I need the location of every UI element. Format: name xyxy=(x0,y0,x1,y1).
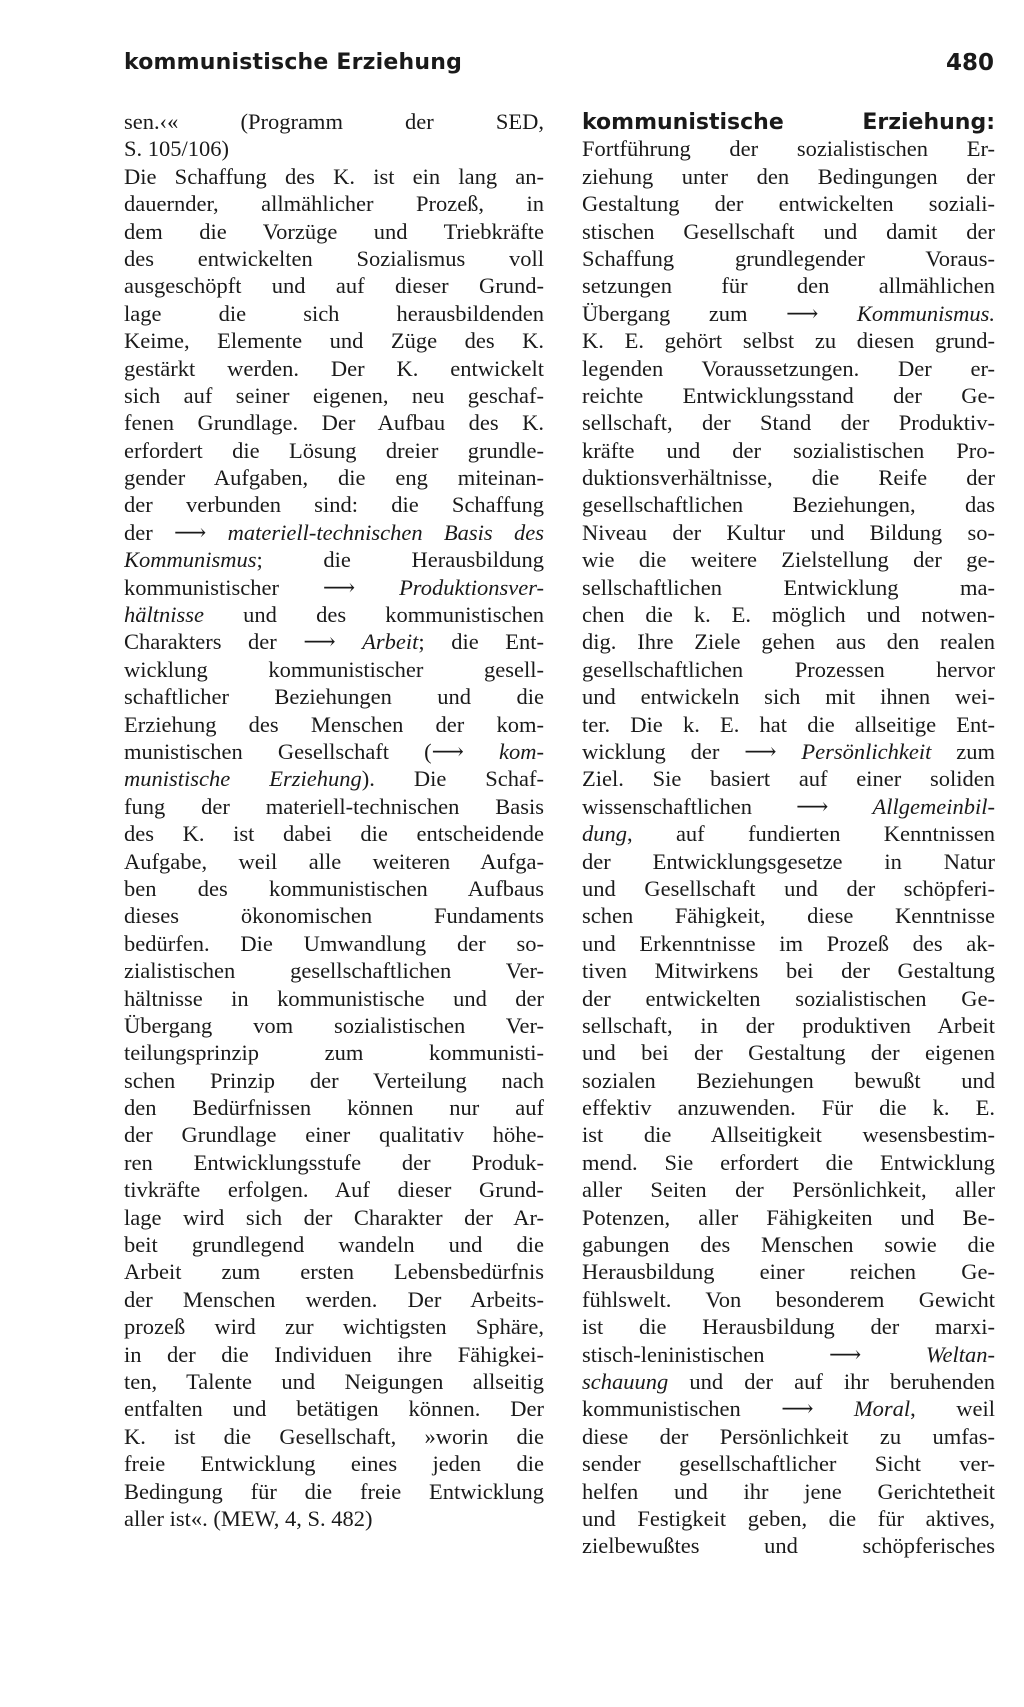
text-segment: der ⟶ xyxy=(124,519,228,545)
text-line: duktionsverhältnisse, die Reife der xyxy=(582,465,995,491)
text-line: und Festigkeit geben, die für aktives, xyxy=(582,1505,995,1531)
text-line: ist die Herausbildung der marxi- xyxy=(582,1314,995,1340)
text-line xyxy=(582,1368,995,1395)
text-line: sich auf seiner eigenen, neu geschaf- xyxy=(124,382,544,408)
text-line: Erziehung des Menschen der kom- xyxy=(124,711,544,737)
text-segment: munistischen Gesellschaft (⟶ xyxy=(124,738,500,764)
text-line: schaftlicher Beziehungen und die xyxy=(124,684,544,710)
text-line: den Bedürfnissen können nur auf xyxy=(124,1095,544,1121)
cross-reference: kom- xyxy=(499,738,544,764)
text-line: und bei der Gestaltung der eigenen xyxy=(582,1040,995,1066)
text-line: tivkräfte erfolgen. Auf dieser Grund- xyxy=(124,1177,544,1203)
text-line xyxy=(582,1395,995,1422)
text-line: ausgeschöpft und auf dieser Grund- xyxy=(124,273,544,299)
text-line: Niveau der Kultur und Bildung so- xyxy=(582,519,995,545)
text-line xyxy=(582,108,995,135)
text-line: S. 105/106) xyxy=(124,136,230,162)
text-line: ten, Talente und Neigungen allseitig xyxy=(124,1368,544,1394)
text-line: und entwickeln sich mit ihnen wei- xyxy=(582,684,995,710)
text-line: Schaffung grundlegender Voraus- xyxy=(582,245,995,271)
page-header xyxy=(124,50,994,86)
text-line: Fortführung der sozialistischen Er- xyxy=(582,136,995,162)
text-line: sellschaft, in der produktiven Arbeit xyxy=(582,1012,995,1038)
text-line: Gestaltung der entwickelten soziali- xyxy=(582,191,995,217)
text-line: beit grundlegend wandeln und die xyxy=(124,1232,544,1258)
page-number: 480 xyxy=(945,50,994,76)
text-line: der Grundlage einer qualitativ höhe- xyxy=(124,1122,544,1148)
text-line: wicklung kommunistischer gesell- xyxy=(124,656,544,682)
text-segment: kommunistischen ⟶ xyxy=(582,1396,854,1422)
cross-reference: Allgemeinbil- xyxy=(872,793,995,819)
text-line: dig. Ihre Ziele gehen aus den realen xyxy=(582,629,995,655)
text-segment: ; die Herausbildung xyxy=(256,547,544,573)
text-line: zialistischen gesellschaftlichen Ver- xyxy=(124,958,544,984)
text-segment: und des kommunistischen xyxy=(204,602,544,628)
text-line xyxy=(124,519,544,546)
text-line: effektiv anzuwenden. Für die k. E. xyxy=(582,1095,995,1121)
text-segment: wissenschaftlichen ⟶ xyxy=(582,793,873,819)
text-line xyxy=(124,546,544,573)
text-line: Keime, Elemente und Züge des K. xyxy=(124,328,544,354)
text-segment: zum xyxy=(931,738,995,764)
text-line: stischen Gesellschaft und damit der xyxy=(582,218,995,244)
text-line: Die Schaffung des K. ist ein lang an- xyxy=(124,163,544,189)
text-line: mend. Sie erfordert die Entwicklung xyxy=(582,1149,995,1175)
text-segment: wicklung der ⟶ xyxy=(582,738,802,764)
text-segment: Übergang zum ⟶ xyxy=(582,300,857,326)
text-line: der Entwicklungsgesetze in Natur xyxy=(582,848,995,874)
text-line: K. E. gehört selbst zu diesen grund- xyxy=(582,328,995,354)
text-line xyxy=(124,765,544,792)
text-segment: stisch-leninistischen ⟶ xyxy=(582,1341,926,1367)
text-line: Herausbildung einer reichen Ge- xyxy=(582,1259,995,1285)
text-line: K. ist die Gesellschaft, »worin die xyxy=(124,1423,544,1449)
text-line: ren Entwicklungsstufe der Produk- xyxy=(124,1149,544,1175)
text-line: und Gesellschaft und der schöpferi- xyxy=(582,875,995,901)
text-line: tiven Mitwirkens bei der Gestaltung xyxy=(582,958,995,984)
right-column xyxy=(582,108,995,1560)
text-line: ben des kommunistischen Aufbaus xyxy=(124,875,544,901)
text-line: der verbunden sind: die Schaffung xyxy=(124,492,544,518)
text-segment: ; die Ent- xyxy=(418,629,544,655)
text-line: schen Fähigkeit, diese Kenntnisse xyxy=(582,903,995,929)
text-line: des entwickelten Sozialismus voll xyxy=(124,245,544,271)
text-line: der Menschen werden. Der Arbeits- xyxy=(124,1286,544,1312)
text-line: sender gesellschaftlicher Sicht ver- xyxy=(582,1451,995,1477)
text-line: gesellschaftlichen Beziehungen, das xyxy=(582,492,995,518)
text-line: Ziel. Sie basiert auf einer soliden xyxy=(582,766,995,792)
text-line xyxy=(124,628,544,655)
text-line: ist die Allseitigkeit wesensbestim- xyxy=(582,1122,995,1148)
text-line: gesellschaftlichen Prozessen hervor xyxy=(582,656,995,682)
text-line: freie Entwicklung eines jeden die xyxy=(124,1451,544,1477)
cross-reference: munistische Erziehung xyxy=(124,766,362,792)
text-line: fung der materiell-technischen Basis xyxy=(124,793,544,819)
text-line: und Erkenntnisse im Prozeß des ak- xyxy=(582,930,995,956)
cross-reference: materiell-technischen Basis des xyxy=(227,519,544,545)
text-segment: , weil xyxy=(910,1396,995,1422)
text-line: kräfte und der sozialistischen Pro- xyxy=(582,437,995,463)
text-line: helfen und ihr jene Gerichtetheit xyxy=(582,1478,995,1504)
text-line xyxy=(124,738,544,765)
text-segment: Charakters der ⟶ xyxy=(124,629,363,655)
text-line: aller Seiten der Persönlichkeit, aller xyxy=(582,1177,995,1203)
text-line: dauernder, allmählicher Prozeß, in xyxy=(124,191,544,217)
text-line: gestärkt werden. Der K. entwickelt xyxy=(124,355,544,381)
cross-reference: schauung xyxy=(582,1368,669,1394)
text-line: setzungen für den allmählichen xyxy=(582,273,995,299)
text-line: schen Prinzip der Verteilung nach xyxy=(124,1067,544,1093)
text-segment: , auf fundierten Kenntnissen xyxy=(627,821,995,847)
cross-reference: Produktionsver- xyxy=(399,574,544,600)
text-line: lage die sich herausbildenden xyxy=(124,300,544,326)
text-line: teilungsprinzip zum kommunisti- xyxy=(124,1040,544,1066)
text-segment: und der auf ihr beruhenden xyxy=(668,1368,995,1394)
headword: kommunistische Erziehung: xyxy=(582,110,995,135)
text-line: zielbewußtes und schöpferisches xyxy=(582,1533,995,1559)
cross-reference: Persönlichkeit xyxy=(801,738,932,764)
text-line: sellschaft, der Stand der Produktiv- xyxy=(582,410,995,436)
cross-reference: Kommunismus xyxy=(124,547,257,573)
text-line: in der die Individuen ihre Fähigkei- xyxy=(124,1341,544,1367)
text-line: hältnisse in kommunistische und der xyxy=(124,985,544,1011)
text-line: gender Aufgaben, die eng miteinan- xyxy=(124,465,544,491)
text-segment: ). Die Schaf- xyxy=(361,766,544,792)
text-line: des K. ist dabei die entscheidende xyxy=(124,821,544,847)
text-line: chen die k. E. möglich und notwen- xyxy=(582,602,995,628)
text-line: legenden Voraussetzungen. Der er- xyxy=(582,355,995,381)
cross-reference: Kommunismus. xyxy=(856,300,995,326)
text-line: Aufgabe, weil alle weiteren Aufga- xyxy=(124,848,544,874)
text-line: dieses ökonomischen Fundaments xyxy=(124,903,544,929)
text-line: wie die weitere Zielstellung der ge- xyxy=(582,547,995,573)
cross-reference: hältnisse xyxy=(124,602,205,628)
text-line xyxy=(124,601,544,628)
text-line: sozialen Beziehungen bewußt und xyxy=(582,1067,995,1093)
text-line: prozeß wird zur wichtigsten Sphäre, xyxy=(124,1314,544,1340)
text-line: Bedingung für die freie Entwicklung xyxy=(124,1478,544,1504)
text-line: sen.‹« (Programm der SED, xyxy=(124,109,544,134)
text-line: Potenzen, aller Fähigkeiten und Be- xyxy=(582,1204,995,1230)
cross-reference: Arbeit xyxy=(362,629,419,655)
text-line: bedürfen. Die Umwandlung der so- xyxy=(124,930,544,956)
text-line: erfordert die Lösung dreier grundle- xyxy=(124,437,544,463)
text-line xyxy=(124,574,544,601)
text-line xyxy=(582,793,995,820)
text-line: fühlswelt. Von besonderem Gewicht xyxy=(582,1286,995,1312)
cross-reference: dung xyxy=(582,821,627,847)
text-segment: kommunistischer ⟶ xyxy=(124,574,400,600)
text-line: reichte Entwicklungsstand der Ge- xyxy=(582,382,995,408)
cross-reference: Weltan- xyxy=(925,1341,995,1367)
left-column xyxy=(124,108,544,1532)
text-line: lage wird sich der Charakter der Ar- xyxy=(124,1204,544,1230)
text-line: dem die Vorzüge und Triebkräfte xyxy=(124,218,544,244)
text-line: Arbeit zum ersten Lebensbedürfnis xyxy=(124,1259,544,1285)
cross-reference: Moral xyxy=(853,1396,911,1422)
text-line: ziehung unter den Bedingungen der xyxy=(582,163,995,189)
text-line: fenen Grundlage. Der Aufbau des K. xyxy=(124,410,544,436)
text-line xyxy=(582,300,995,327)
text-line xyxy=(582,1341,995,1368)
text-line: ter. Die k. E. hat die allseitige Ent- xyxy=(582,711,995,737)
text-line: aller ist«. (MEW, 4, S. 482) xyxy=(124,1505,373,1531)
text-line: diese der Persönlichkeit zu umfas- xyxy=(582,1423,995,1449)
text-line: Übergang vom sozialistischen Ver- xyxy=(124,1012,544,1038)
text-line xyxy=(582,820,995,847)
text-line: entfalten und betätigen können. Der xyxy=(124,1396,544,1422)
text-line: der entwickelten sozialistischen Ge- xyxy=(582,985,995,1011)
text-line: sellschaftlichen Entwicklung ma- xyxy=(582,574,995,600)
running-head: kommunistische Erziehung xyxy=(124,50,463,75)
text-line xyxy=(582,738,995,765)
text-line: gabungen des Menschen sowie die xyxy=(582,1232,995,1258)
